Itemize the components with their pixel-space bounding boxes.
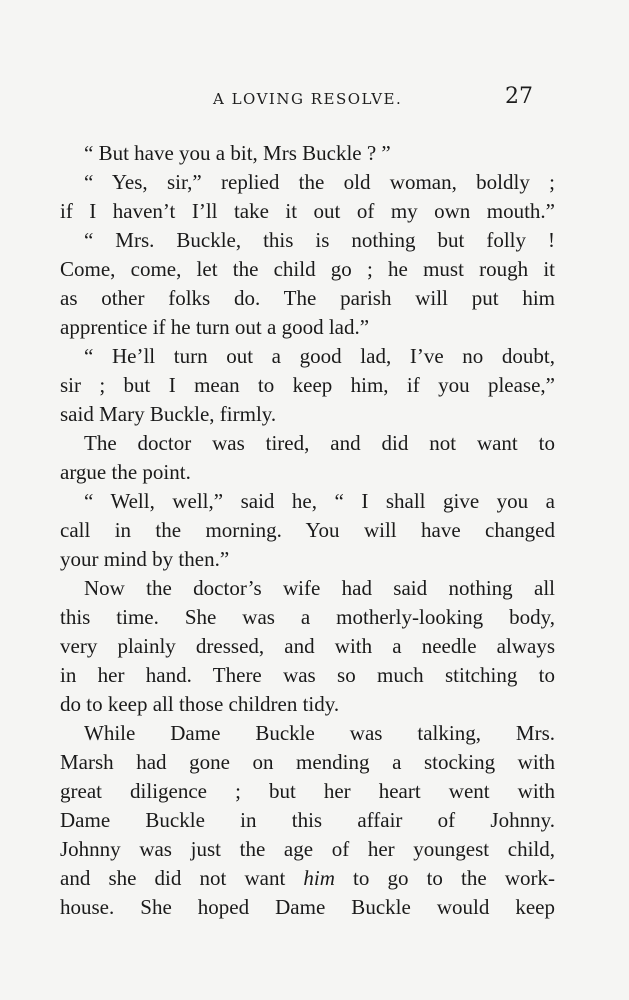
text-line: The doctor was tired, and did not want to [84, 431, 555, 455]
text-line: While Dame Buckle was talking, Mrs. [84, 721, 555, 745]
text-line: this time. She was a motherly-looking body, [60, 605, 555, 629]
text-line: house. She hoped Dame Buckle would keep [60, 895, 555, 919]
text-line: “ Mrs. Buckle, this is nothing but folly ! [84, 228, 555, 252]
text-line: Dame Buckle in this affair of Johnny. [60, 808, 555, 832]
text-line: your mind by then.” [60, 547, 230, 571]
text-span: and she did not want [60, 866, 304, 890]
text-span: to go to the work- [334, 866, 555, 890]
text-line: in her hand. There was so much stitching to [60, 663, 555, 687]
text-line: “ He’ll turn out a good lad, I’ve no doubt, [84, 344, 555, 368]
text-line: Marsh had gone on mending a stocking with [60, 750, 555, 774]
text-line [60, 864, 555, 892]
text-line: “ Well, well,” said he, “ I shall give you a [84, 489, 555, 513]
text-line: very plainly dressed, and with a needle always [60, 634, 555, 658]
text-line: “ But have you a bit, Mrs Buckle ? ” [84, 141, 391, 165]
text-line: Come, come, let the child go ; he must rough it [60, 257, 555, 281]
text-line: if I haven’t I’ll take it out of my own mouth.” [60, 199, 555, 223]
running-head: A LOVING RESOLVE. [213, 90, 403, 108]
text-line: said Mary Buckle, firmly. [60, 402, 277, 426]
text-line: Johnny was just the age of her youngest child, [60, 837, 555, 861]
text-line: argue the point. [60, 460, 191, 484]
text-line: call in the morning. You will have changed [60, 518, 555, 542]
text-line: do to keep all those children tidy. [60, 692, 340, 716]
text-line: as other folks do. The parish will put him [60, 286, 555, 310]
italic-word: him [303, 866, 335, 890]
text-line: Now the doctor’s wife had said nothing all [84, 576, 555, 600]
text-line: “ Yes, sir,” replied the old woman, boldly ; [84, 170, 555, 194]
page-number: 27 [505, 84, 533, 109]
text-line: apprentice if he turn out a good lad.” [60, 315, 370, 339]
text-line: sir ; but I mean to keep him, if you please,” [60, 373, 555, 397]
text-line: great diligence ; but her heart went with [60, 779, 555, 803]
